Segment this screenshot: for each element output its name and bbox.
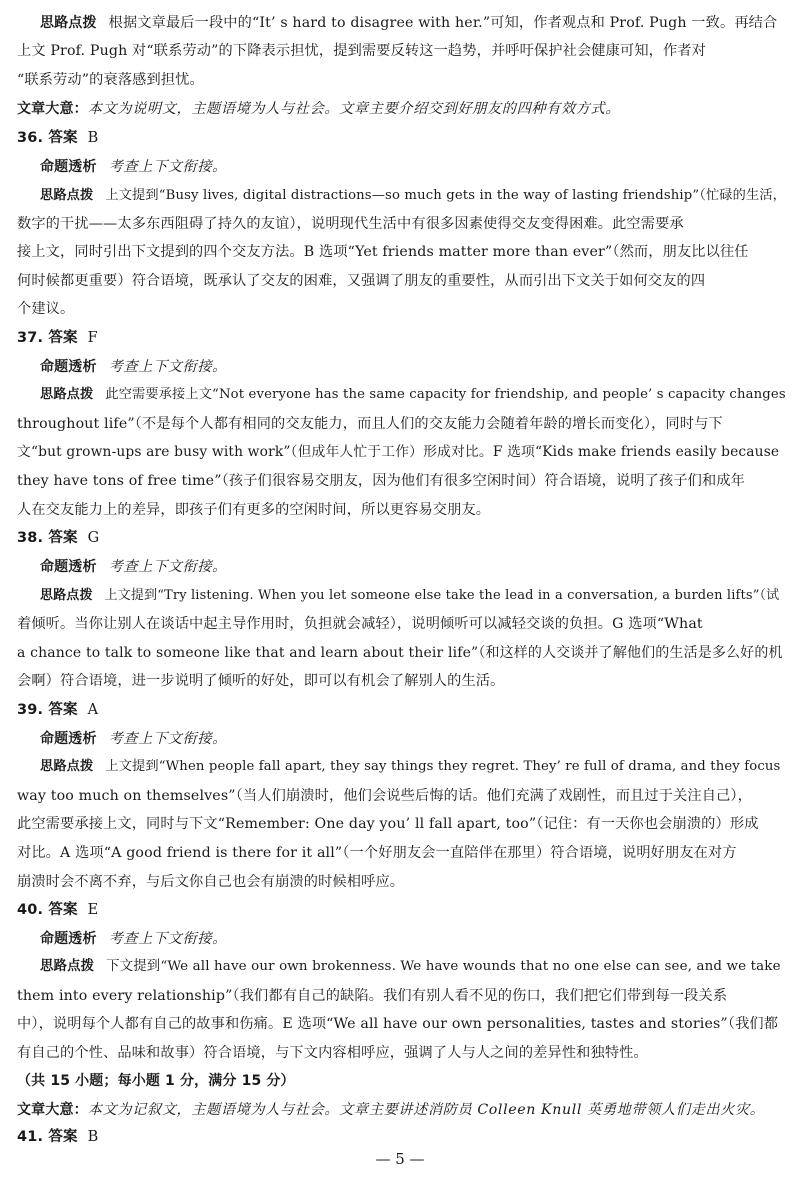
answer-40 — [17, 900, 98, 920]
analysis-text: 考查上下文衔接。 — [108, 731, 227, 747]
analysis-line — [40, 357, 227, 377]
tip-line — [40, 13, 777, 33]
analysis-line — [40, 557, 227, 577]
text-line: 文“but grown-ups are busy with work”（但成年人忙于工作）形成对比。F 选项“Kids make friends easily because — [17, 444, 780, 460]
summary-line — [17, 1100, 765, 1120]
tip-line — [40, 957, 781, 977]
tip-line — [40, 186, 786, 206]
summary-heading: 文章大意： — [17, 1102, 88, 1118]
analysis-text: 考查上下文衔接。 — [108, 931, 227, 947]
answer-37 — [17, 328, 98, 348]
tip-text: 根据文章最后一段中的“It’ s hard to disagree with her.”可知，作者观点和 Prof. Pugh 一致。再结合 — [108, 15, 778, 31]
text-line: a chance to talk to someone like that and learn about their life”（和这样的人交谈并了解他们的生活是多么好的机 — [17, 645, 783, 661]
tip-label: 思路点拨 — [40, 387, 94, 402]
tip-text: 上文提到“When people fall apart, they say things they regret. They’ re full of drama, and they focus — [105, 759, 781, 774]
answer-41 — [17, 1127, 98, 1147]
summary-line — [17, 99, 620, 119]
answer-letter: E — [87, 902, 99, 918]
analysis-text: 考查上下文衔接。 — [108, 559, 227, 575]
answer-letter: B — [87, 130, 99, 146]
tip-label: 思路点拨 — [40, 588, 93, 603]
tip-text: 上文提到“Try listening. When you let someone else take the lead in a conversation, a burden lifts”（试 — [104, 588, 780, 603]
answer-letter: F — [87, 330, 98, 346]
answer-letter: A — [87, 702, 99, 718]
analysis-text: 考查上下文衔接。 — [108, 159, 227, 175]
answer-number: 40. 答案 — [17, 902, 78, 918]
tip-label: 思路点拨 — [40, 15, 97, 31]
analysis-label: 命题透析 — [40, 931, 97, 947]
tip-label: 思路点拨 — [40, 959, 95, 974]
text-line: 接上文，同时引出下文提到的四个交友方法。B 选项“Yet friends matter more than ever”（然而，朋友比以往任 — [17, 244, 749, 260]
text-line: 何时候都更重要）符合语境，既承认了交友的困难，又强调了朋友的重要性，从而引出下文关于如何交友的四 — [17, 273, 706, 289]
tip-line — [40, 586, 779, 606]
tip-label: 思路点拨 — [40, 759, 94, 774]
text-line: throughout life”（不是每个人都有相同的交友能力，而且人们的交友能力会随着年龄的增长而变化），同时与下 — [17, 416, 723, 432]
answer-number: 38. 答案 — [17, 530, 78, 546]
analysis-label: 命题透析 — [40, 359, 97, 375]
summary-text: 本文为说明文，主题语境为人与社会。文章主要介绍交到好朋友的四种有效方式。 — [87, 101, 621, 117]
analysis-line — [40, 929, 227, 949]
answer-36 — [17, 128, 98, 148]
section-note: （共 15 小题；每小题 1 分，满分 15 分） — [17, 1073, 295, 1089]
text-line: 对比。A 选项“A good friend is there for it all”（一个好朋友会一直陪伴在那里）符合语境，说明好朋友在对方 — [17, 845, 737, 861]
text-line: 中），说明每个人都有自己的故事和伤痛。E 选项“We all have our own personalities, tastes and stories”（我们都 — [17, 1016, 779, 1032]
answer-number: 37. 答案 — [17, 330, 78, 346]
text-line: 上文 Prof. Pugh 对“联系劳动”的下降表示担忧，提到需要反转这一趋势，并呼吁保护社会健康可知，作者对 — [17, 43, 707, 59]
tip-text: 下文提到“We all have our own brokenness. We have wounds that no one else can see, and we take — [106, 959, 781, 974]
analysis-label: 命题透析 — [40, 559, 97, 575]
tip-line — [40, 385, 786, 405]
text-line: way too much on themselves”（当人们崩溃时，他们会说些后悔的话。他们充满了戏剧性，而且过于关注自己）， — [17, 788, 752, 804]
text-line: 崩溃时会不离不弃，与后文你自己也会有崩溃的时候相呼应。 — [17, 874, 405, 890]
analysis-text: 考查上下文衔接。 — [108, 359, 227, 375]
answer-letter: B — [87, 1129, 99, 1145]
text-line: they have tons of free time”（孩子们很容易交朋友，因为他们有很多空闲时间）符合语境，说明了孩子们和成年 — [17, 473, 746, 489]
answer-letter: G — [87, 530, 100, 546]
summary-text: 本文为记叙文，主题语境为人与社会。文章主要讲述消防员 Colleen Knull 英勇地带领人们走出火灾。 — [87, 1102, 765, 1118]
text-line: 会啊）符合语境，进一步说明了倾听的好处，即可以有机会了解别人的生活。 — [17, 673, 505, 689]
summary-heading: 文章大意： — [17, 101, 88, 117]
text-line: 有自己的个性、品味和故事）符合语境，与下文内容相呼应，强调了人与人之间的差异性和独特性。 — [17, 1045, 648, 1061]
answer-number: 36. 答案 — [17, 130, 78, 146]
answer-39 — [17, 700, 98, 720]
text-line: “联系劳动”的衰落感到担忧。 — [17, 72, 204, 88]
analysis-line — [40, 157, 227, 177]
answer-number: 41. 答案 — [17, 1129, 78, 1145]
text-line: 数字的干扰——太多东西阻碍了持久的友谊），说明现代生活中有很多因素使得交友变得困难。此空需要承 — [17, 216, 684, 232]
answer-38 — [17, 528, 99, 548]
answer-number: 39. 答案 — [17, 702, 78, 718]
tip-text: 上文提到“Busy lives, digital distractions—so much gets in the way of lasting friendship”（忙碌的生活， — [105, 188, 786, 203]
tip-text: 此空需要承接上文“Not everyone has the same capacity for friendship, and people’ s capacity changes — [105, 387, 786, 402]
tip-label: 思路点拨 — [40, 188, 94, 203]
analysis-line — [40, 729, 227, 749]
text-line: 着倾听。当你让别人在谈话中起主导作用时，负担就会减轻），说明倾听可以减轻交谈的负担。G 选项“What — [17, 616, 703, 632]
analysis-label: 命题透析 — [40, 159, 97, 175]
text-line: 人在交友能力上的差异，即孩子们有更多的空闲时间，所以更容易交朋友。 — [17, 502, 491, 518]
tip-line — [40, 757, 780, 777]
analysis-label: 命题透析 — [40, 731, 97, 747]
page-number: — 5 — — [375, 1150, 425, 1168]
text-line: 个建议。 — [17, 301, 75, 317]
text-line: them into every relationship”（我们都有自己的缺陷。我们有别人看不见的伤口，我们把它们带到每一段关系 — [17, 988, 728, 1004]
text-line: 此空需要承接上文，同时与下文“Remember: One day you’ ll fall apart, too”（记住：有一天你也会崩溃的）形成 — [17, 816, 759, 832]
